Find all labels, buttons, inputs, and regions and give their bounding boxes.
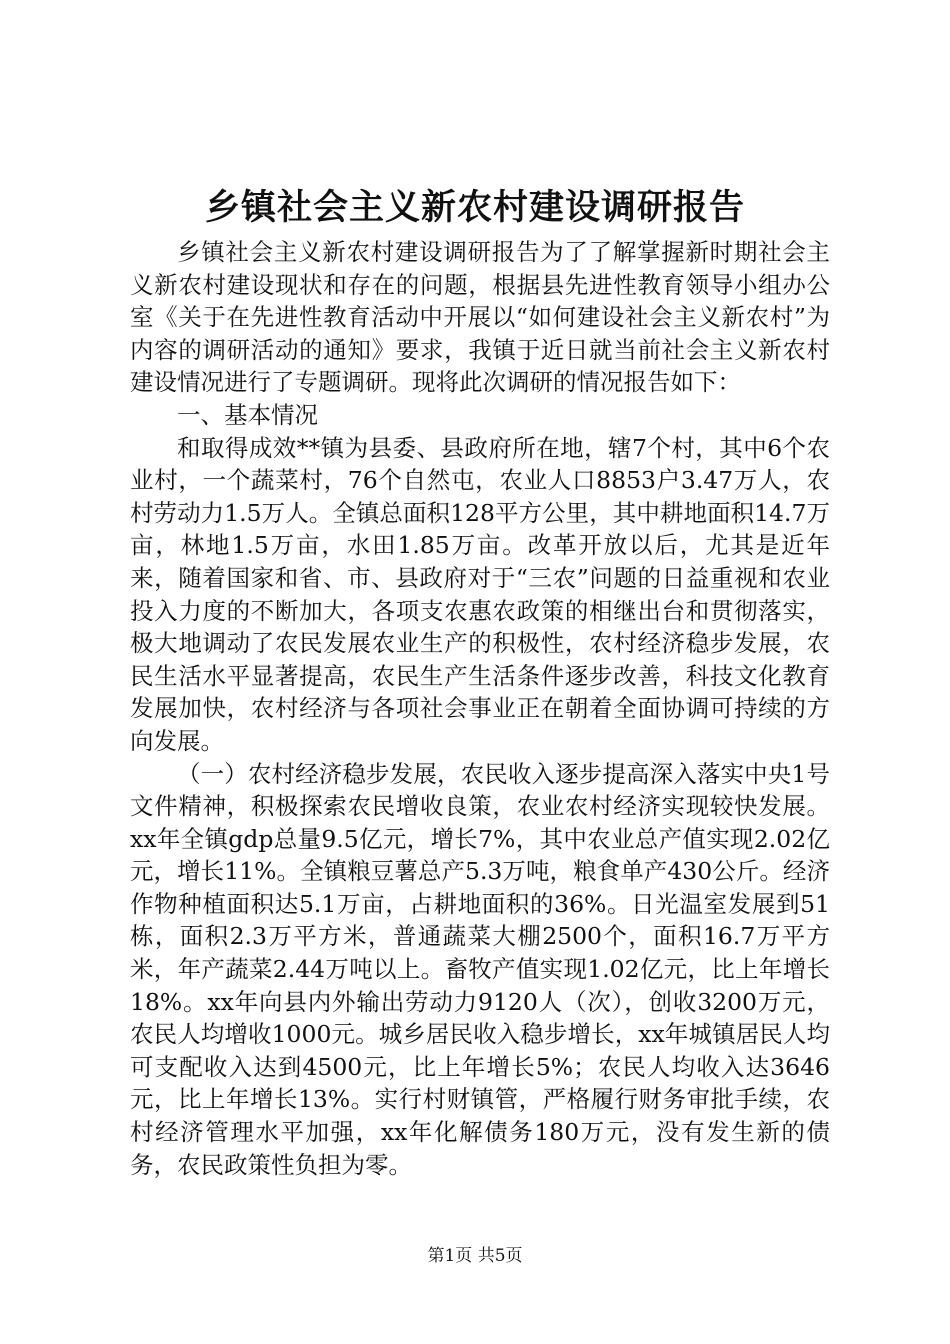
basic-situation-paragraph: 和取得成效**镇为县委、县政府所在地，辖7个村，其中6个农业村，一个蔬菜村，76个自然屯，农业人口8853户3.47万人，农村劳动力1.5万人。全镇总面积128平方公里，其中耕地面积14.7万亩，林地1.5万亩，水田1.85万亩。改革开放以后，尤其是近年来，随着国家和省、市、县政府对于“三农”问题的日益重视和农业投入力度的不断加大，各项支农惠农政策的相继出台和贯彻落实，极大地调动了农民发展农业生产的积极性，农村经济稳步发展，农民生活水平显著提高，农民生产生活条件逐步改善，科技文化教育发展加快，农村经济与各项社会事业正在朝着全面协调可持续的方向发展。: [130, 433, 830, 755]
document-body: [130, 236, 830, 1181]
economy-development-paragraph: （一）农村经济稳步发展，农民收入逐步提高深入落实中央1号文件精神，积极探索农民增收良策，农业农村经济实现较快发展。xx年全镇gdp总量9.5亿元，增长7%，其中农业总产值实现2.02亿元，增长11%。全镇粮豆薯总产5.3万吨，粮食单产430公斤。经济作物种植面积达5.1万亩，占耕地面积的36%。日光温室发展到51栋，面积2.3万平方米，普通蔬菜大棚2500个，面积16.7万平方米，年产蔬菜2.44万吨以上。畜牧产值实现1.02亿元，比上年增长18%。xx年向县内外输出劳动力9120人（次），创收3200万元，农民人均增收1000元。城乡居民收入稳步增长，xx年城镇居民人均可支配收入达到4500元，比上年增长5%；农民人均收入达3646元，比上年增长13%。实行村财镇管，严格履行财务审批手续，农村经济管理水平加强，xx年化解债务180万元，没有发生新的债务，农民政策性负担为零。: [130, 759, 830, 1179]
document-title: 乡镇社会主义新农村建设调研报告: [204, 188, 745, 228]
section-heading-basic-situation: 一、基本情况: [177, 400, 318, 429]
page-number-footer: 第1页 共5页: [427, 1246, 523, 1266]
intro-paragraph: 乡镇社会主义新农村建设调研报告为了了解掌握新时期社会主义新农村建设现状和存在的问题，根据县先进性教育领导小组办公室《关于在先进性教育活动中开展以“如何建设社会主义新农村”为内容的调研活动的通知》要求，我镇于近日就当前社会主义新农村建设情况进行了专题调研。现将此次调研的情况报告如下：: [130, 238, 830, 397]
